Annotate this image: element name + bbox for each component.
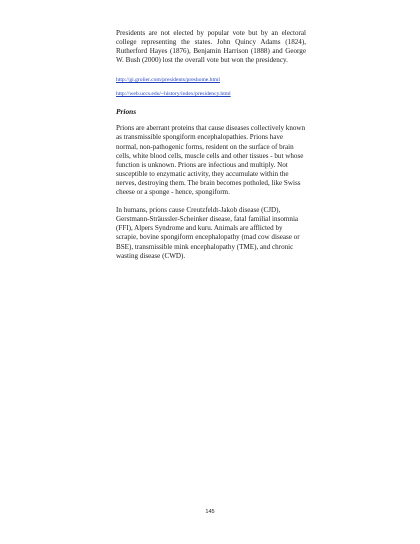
page-content <box>116 29 306 261</box>
intro-paragraph: Presidents are not elected by popular vote but by an electoral college representing the states. John Quincy Adams (1824), Rutherford Hayes (1876), Benjamin Harrison (1888) and George W. Bush (2000) lost the overall vote but won the presidency. <box>116 29 306 65</box>
prions-paragraph-2: In humans, prions cause Creutzfeldt-Jakob disease (CJD), Gerstmann-Sträussler-Scheinker disease, fatal familial insomnia (FFI), Alpers Syndrome and kuru. Animals are afflicted by scrapie, bovine spongiform encephalopathy (mad cow disease or BSE), transmissible mink encephalopathy (TME), and chronic wasting disease (CWD). <box>116 206 300 260</box>
uccs-presidency-link[interactable]: http://web.uccs.edu/~history/index/presidency.html <box>116 91 231 98</box>
grolier-presidents-link[interactable]: http://gi.grolier.com/presidents/preshome.html <box>116 77 220 84</box>
prions-paragraph-1: Prions are aberrant proteins that cause diseases collectively known as transmissible spongiform encephalopathies. Prions have normal, non-pathogenic forms, resident on the surface of brain cells, white blood cells, muscle cells and other tissues - but whose function is unknown. Prions are infectious and multiply. Not susceptible to enzymatic activity, they accumulate within the nerves, destroying them. The brain becomes potholed, like Swiss cheese or a sponge - hence, spongiform. <box>116 124 306 197</box>
prions-heading: Prions <box>116 107 137 117</box>
page-number: 145 <box>205 509 215 515</box>
